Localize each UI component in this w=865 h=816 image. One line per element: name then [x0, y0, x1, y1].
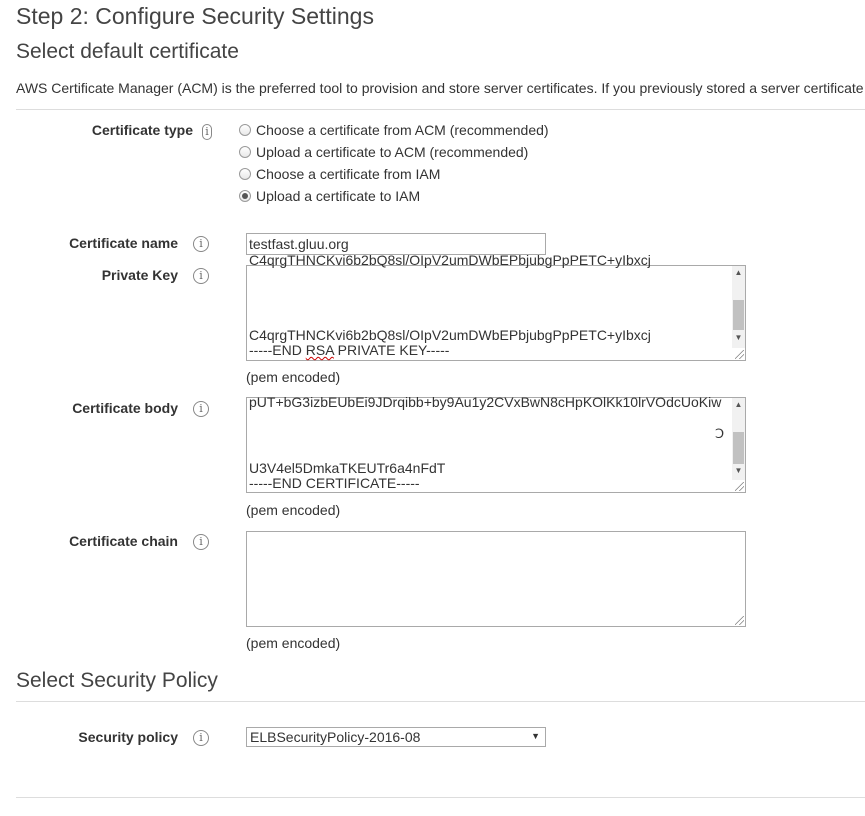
- scroll-down-arrow-icon[interactable]: ▼: [734, 466, 743, 475]
- private-key-hint: (pem encoded): [246, 369, 341, 385]
- certificate-body-end-line: -----END CERTIFICATE-----: [249, 475, 420, 491]
- certificate-type-label: Certificate type: [91, 122, 193, 138]
- chevron-down-icon[interactable]: ▼: [531, 731, 540, 741]
- radio-label: Upload a certificate to ACM (recommended): [256, 144, 529, 160]
- private-key-end-line: [249, 342, 449, 358]
- scroll-up-arrow-icon[interactable]: ▲: [734, 400, 743, 409]
- certificate-type-radio-group: [239, 119, 549, 207]
- certificate-body-text-line: pUT+bG3izbEUbEi9JDrqibb+by9Au1y2CVxBwN8cHpKOlKk10lrVOdcUoKiw: [249, 394, 722, 410]
- certificate-body-textarea[interactable]: [246, 394, 746, 493]
- page-title: Step 2: Configure Security Settings: [16, 3, 374, 29]
- text-fragment: RSA: [305, 342, 334, 358]
- radio-button[interactable]: [239, 124, 251, 136]
- security-policy-selected-value: ELBSecurityPolicy-2016-08: [250, 729, 421, 745]
- certificate-name-input[interactable]: testfast.gluu.org: [246, 233, 546, 255]
- certificate-chain-hint: (pem encoded): [246, 635, 341, 651]
- certificate-chain-textarea[interactable]: [246, 531, 746, 627]
- divider: [16, 109, 865, 110]
- security-policy-info-icon[interactable]: i: [193, 730, 209, 746]
- text-fragment: -----END: [249, 342, 306, 358]
- radio-button[interactable]: [239, 168, 251, 180]
- scroll-down-arrow-icon[interactable]: ▼: [734, 333, 743, 342]
- section-heading-security-policy: Select Security Policy: [16, 669, 218, 692]
- security-policy-select[interactable]: [246, 727, 546, 747]
- scrollbar-thumb[interactable]: [733, 432, 744, 464]
- divider: [16, 701, 865, 702]
- private-key-scrollbar[interactable]: [732, 266, 745, 348]
- certificate-body-info-icon[interactable]: i: [193, 401, 209, 417]
- private-key-label: Private Key: [101, 267, 178, 283]
- private-key-info-icon[interactable]: i: [193, 268, 209, 284]
- private-key-text-line: C4qrgTHNCKvi6b2bQ8sl/OIpV2umDWbEPbjubgPpPETC+yIbxcj: [249, 327, 651, 343]
- scrollbar-thumb[interactable]: [733, 300, 744, 330]
- certificate-name-label: Certificate name: [69, 235, 178, 251]
- resize-handle-icon[interactable]: [735, 482, 744, 491]
- certificate-description: AWS Certificate Manager (ACM) is the preferred tool to provision and store server certificates. If you previously stored a server certificate: [16, 80, 864, 96]
- radio-label: Upload a certificate to IAM: [256, 188, 421, 204]
- text-cursor-icon: Ↄ: [715, 426, 725, 441]
- divider: [16, 797, 865, 798]
- resize-handle-icon[interactable]: [735, 616, 744, 625]
- scroll-up-arrow-icon[interactable]: ▲: [734, 268, 743, 277]
- certificate-body-scrollbar[interactable]: [732, 398, 745, 480]
- certificate-chain-label: Certificate chain: [69, 533, 178, 549]
- security-policy-label: Security policy: [78, 729, 178, 745]
- radio-button-selected[interactable]: [239, 190, 251, 202]
- certificate-body-hint: (pem encoded): [246, 502, 341, 518]
- certificate-body-text-line: U3V4el5DmkaTKEUTr6a4nFdT: [249, 460, 446, 476]
- certificate-type-info-icon[interactable]: i: [202, 124, 212, 140]
- radio-option-acm-choose[interactable]: [239, 119, 549, 141]
- radio-label: Choose a certificate from ACM (recommended): [256, 122, 549, 138]
- section-heading-certificate: Select default certificate: [16, 40, 239, 63]
- resize-handle-icon[interactable]: [735, 350, 744, 359]
- radio-label: Choose a certificate from IAM: [256, 166, 441, 182]
- radio-option-acm-upload[interactable]: [239, 141, 549, 163]
- private-key-text-line: C4qrgTHNCKvi6b2bQ8sl/OIpV2umDWbEPbjubgPpPETC+yIbxcj: [249, 252, 651, 268]
- certificate-chain-info-icon[interactable]: i: [193, 534, 209, 550]
- radio-option-iam-upload[interactable]: [239, 185, 549, 207]
- private-key-textarea[interactable]: [246, 252, 746, 361]
- text-fragment: PRIVATE KEY-----: [333, 342, 450, 358]
- radio-option-iam-choose[interactable]: [239, 163, 549, 185]
- certificate-name-info-icon[interactable]: i: [193, 236, 209, 252]
- radio-button[interactable]: [239, 146, 251, 158]
- certificate-body-label: Certificate body: [72, 400, 178, 416]
